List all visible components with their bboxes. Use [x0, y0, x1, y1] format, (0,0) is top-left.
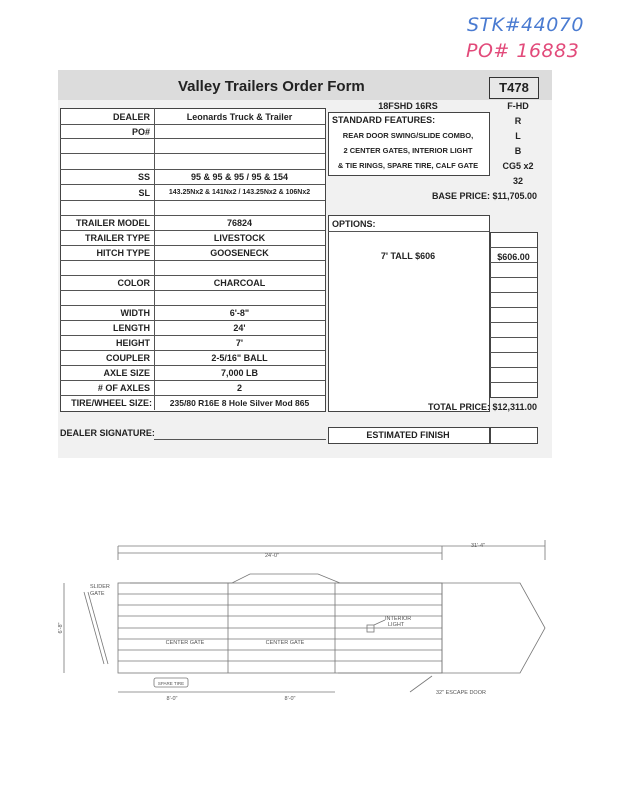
length-label: LENGTH — [113, 323, 150, 333]
feature-line-1: REAR DOOR SWING/SLIDE COMBO, — [342, 131, 474, 140]
ss-value: 95 & 95 & 95 / 95 & 154 — [190, 172, 289, 182]
po-label: PO# — [131, 127, 150, 137]
hitch-type-value: GOOSENECK — [210, 248, 269, 258]
slider-gate-label-1: SLIDER — [90, 584, 110, 590]
trailer-model-label: TRAILER MODEL — [76, 218, 150, 228]
handwritten-stock-number: STK#44070 — [467, 14, 584, 36]
height-label: HEIGHT — [115, 338, 150, 348]
length-value: 24' — [233, 323, 246, 333]
ss-label: SS — [137, 172, 150, 182]
dim-seg2-label: 8'-0" — [284, 696, 296, 702]
axle-size-label: AXLE SIZE — [103, 368, 150, 378]
slider-gate-label-2: GATE — [90, 591, 105, 597]
estimated-finish-label: ESTIMATED FINISH — [366, 430, 450, 440]
feature-line-2: 2 CENTER GATES, INTERIOR LIGHT — [343, 146, 473, 155]
sl-value: 143.25Nx2 & 141Nx2 / 143.25Nx2 & 106Nx2 — [168, 189, 311, 196]
stock-code-box: T478 — [489, 77, 539, 99]
code-l: L — [515, 131, 521, 141]
tire-wheel-value: 235/80 R16E 8 Hole Silver Mod 865 — [169, 398, 310, 408]
total-price: TOTAL PRICE: $12,311.00 — [427, 402, 537, 412]
coupler-value: 2-5/16" BALL — [211, 353, 268, 363]
color-value: CHARCOAL — [213, 278, 266, 288]
handwritten-po-number: PO# 16883 — [466, 40, 580, 62]
height-value: 7' — [235, 338, 244, 348]
dim-width-label: 6'-8" — [58, 622, 64, 634]
dealer-signature-label: DEALER SIGNATURE: — [60, 428, 155, 438]
hitch-type-label: HITCH TYPE — [96, 248, 150, 258]
code-32: 32 — [512, 176, 523, 186]
color-label: COLOR — [117, 278, 150, 288]
sl-label: SL — [138, 188, 150, 198]
center-gate-label-1: CENTER GATE — [165, 640, 205, 646]
width-value: 6'-8" — [229, 308, 250, 318]
model-header: 18FSHD 16RS — [378, 101, 438, 111]
num-axles-value: 2 — [236, 383, 242, 393]
interior-light-label-2: LIGHT — [388, 622, 405, 628]
num-axles-label: # OF AXLES — [97, 383, 150, 393]
dim-overall-label: 24'-0" — [264, 553, 280, 559]
width-label: WIDTH — [120, 308, 150, 318]
trailer-type-label: TRAILER TYPE — [84, 233, 150, 243]
option-item: 7' TALL $606 — [380, 251, 436, 261]
options-label: OPTIONS: — [332, 219, 376, 229]
trailer-model-value: 76824 — [226, 218, 253, 228]
center-gate-label-2: CENTER GATE — [265, 640, 305, 646]
feature-line-3: & TIE RINGS, SPARE TIRE, CALF GATE — [337, 161, 479, 170]
option-price: $606.00 — [497, 252, 530, 262]
escape-door-label: 32" ESCAPE DOOR — [436, 690, 486, 696]
interior-light-label-1: INTERIOR — [385, 616, 412, 622]
code-cg5: CG5 x2 — [502, 161, 534, 171]
dealer-value: Leonards Truck & Trailer — [186, 112, 293, 122]
dim-seg1-label: 8'-0" — [166, 696, 178, 702]
spare-tire-label: SPARE TIRE — [157, 681, 185, 686]
code-r: R — [514, 116, 522, 126]
form-title: Valley Trailers Order Form — [178, 78, 365, 95]
code-fhd: F-HD — [507, 101, 529, 111]
dealer-label: DEALER — [112, 112, 150, 122]
code-b: B — [514, 146, 522, 156]
trailer-type-value: LIVESTOCK — [213, 233, 266, 243]
base-price: BASE PRICE: $11,705.00 — [431, 191, 537, 201]
axle-size-value: 7,000 LB — [220, 368, 259, 378]
tire-wheel-label: TIRE/WHEEL SIZE: — [71, 398, 152, 408]
coupler-label: COUPLER — [105, 353, 150, 363]
standard-features-label: STANDARD FEATURES: — [332, 115, 436, 125]
dim-total-label: 31'-4" — [470, 543, 486, 549]
